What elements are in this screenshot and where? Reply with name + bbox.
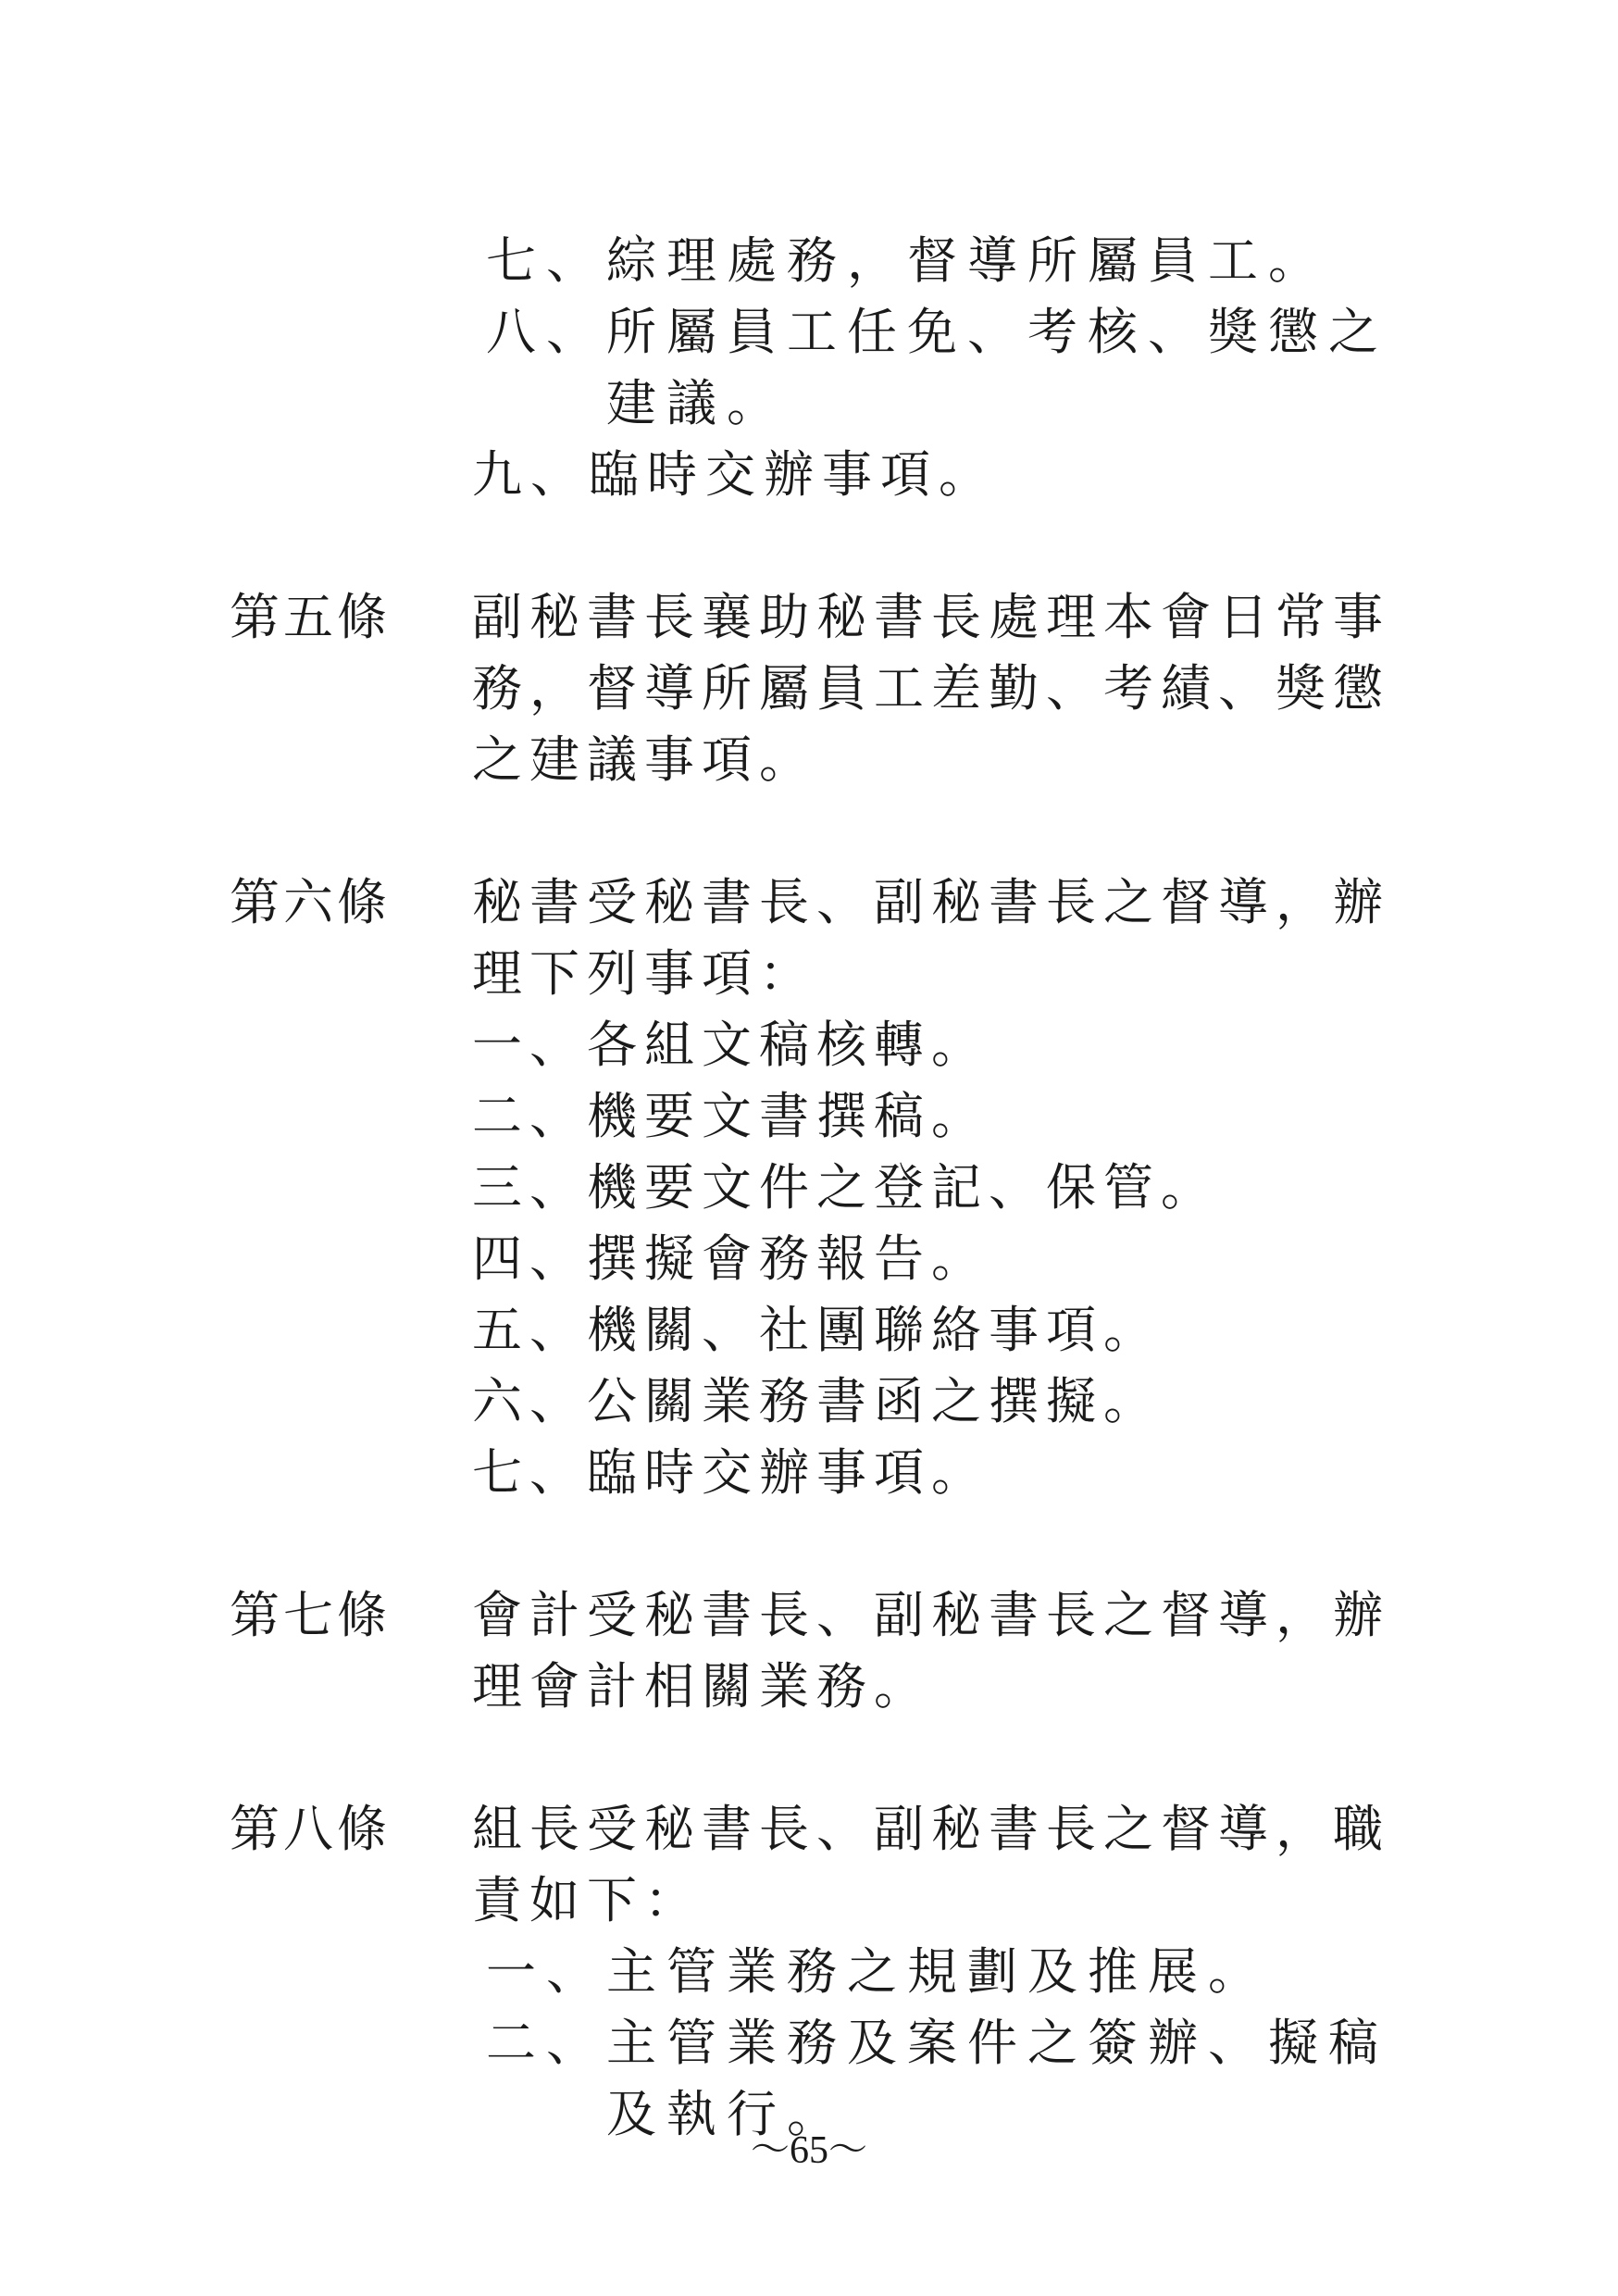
article-6-item-1: 一、各組文稿核轉。 [472, 1016, 989, 1074]
article-5-number: 第五條 [230, 588, 391, 646]
article-8-line-1: 組長受秘書長、副秘書長之督導，職 [472, 1800, 1390, 1858]
article-6-item-5: 五、機關、社團聯絡事項。 [472, 1301, 1161, 1359]
article-6-item-3: 三、機要文件之登記、保管。 [472, 1158, 1218, 1217]
article-6-line-2: 理下列事項： [472, 944, 816, 1003]
article-6-number: 第六條 [230, 873, 391, 931]
prev-item-7: 七、綜理處務，督導所屬員工。 [486, 231, 1328, 290]
article-6-item-2: 二、機要文書撰稿。 [472, 1087, 989, 1145]
article-5-line-3: 之建議事項。 [472, 730, 816, 789]
article-5-line-1: 副秘書長襄助秘書長處理本會日常事 [472, 588, 1390, 646]
article-5-line-2: 務，督導所屬員工差勤、考績、獎懲 [472, 659, 1390, 718]
article-6-line-1: 秘書受秘書長、副秘書長之督導，辦 [472, 873, 1390, 931]
prev-item-8: 八、所屬員工任免、考核、獎懲之 [486, 303, 1388, 361]
prev-item-9: 九、臨時交辦事項。 [472, 445, 997, 504]
article-7-line-2: 理會計相關業務。 [472, 1657, 931, 1716]
article-6-item-4: 四、撰擬會務報告。 [472, 1229, 989, 1288]
article-8-item-2-cont: 及執行。 [606, 2085, 847, 2143]
article-7-line-1: 會計受秘書長、副秘書長之督導，辦 [472, 1586, 1390, 1644]
article-8-number: 第八條 [230, 1800, 391, 1858]
article-8-item-2: 二、主管業務及案件之簽辦、擬稿 [486, 2014, 1388, 2072]
article-8-line-2: 責如下： [472, 1871, 702, 1929]
article-6-item-7: 七、臨時交辦事項。 [472, 1443, 989, 1502]
article-7-number: 第七條 [230, 1586, 391, 1644]
prev-item-8-cont: 建議。 [606, 374, 787, 432]
article-6-item-6: 六、公關業務書函之撰擬。 [472, 1372, 1161, 1430]
page-number: ～65～ [750, 2129, 867, 2172]
article-8-item-1: 一、主管業務之規劃及推展。 [486, 1942, 1268, 2001]
